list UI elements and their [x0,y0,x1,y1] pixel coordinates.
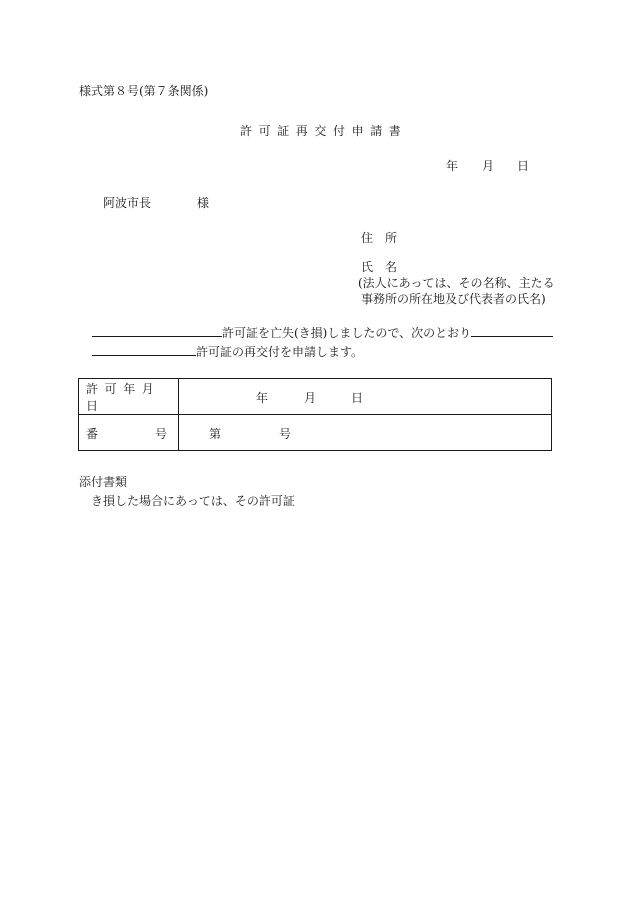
blank-line [471,324,553,337]
date-year: 年 [446,159,459,173]
permit-info-table [78,378,552,451]
document-title: 許可証再交付申請書 [240,124,408,138]
address-label: 住 所 [361,231,398,245]
date-month: 月 [482,159,495,173]
applicant-note-line1: (法人にあっては、その名称、主たる [358,276,555,290]
applicant-note-line2: 事務所の所在地及び代表者の氏名) [361,292,546,306]
body-line1-text: 許可証を亡失(き損)しましたので、次のとおり [222,326,472,340]
permit-date-year: 年 [256,391,269,405]
attachments-heading: 添付書類 [79,475,128,489]
blank-line [92,324,222,337]
name-label: 氏 名 [361,260,398,274]
table-row [79,415,552,451]
addressee-honorific: 様 [197,196,210,210]
body-line1 [92,324,553,341]
permit-number-label-cell [79,415,179,451]
blank-line [92,343,196,356]
attachments-item: き損した場合にあっては、その許可証 [91,494,295,508]
permit-date-value-cell [179,379,552,415]
body-line2 [92,343,363,360]
table-row [79,379,552,415]
date-day: 日 [517,159,530,173]
form-number: 様式第８号(第７条関係) [79,84,209,98]
permit-number-label-right: 号 [155,427,168,441]
permit-number-value-cell [179,415,552,451]
permit-number-label-left: 番 [86,427,99,441]
permit-date-label: 許可年月日 [86,381,161,413]
body-line2-text: 許可証の再交付を申請します。 [196,345,364,359]
addressee-name: 阿波市長 [103,196,152,210]
permit-number-prefix: 第 [209,427,222,441]
permit-number-suffix: 号 [279,427,292,441]
permit-date-month: 月 [304,391,317,405]
permit-date-day: 日 [351,391,364,405]
permit-date-label-cell [79,379,179,415]
